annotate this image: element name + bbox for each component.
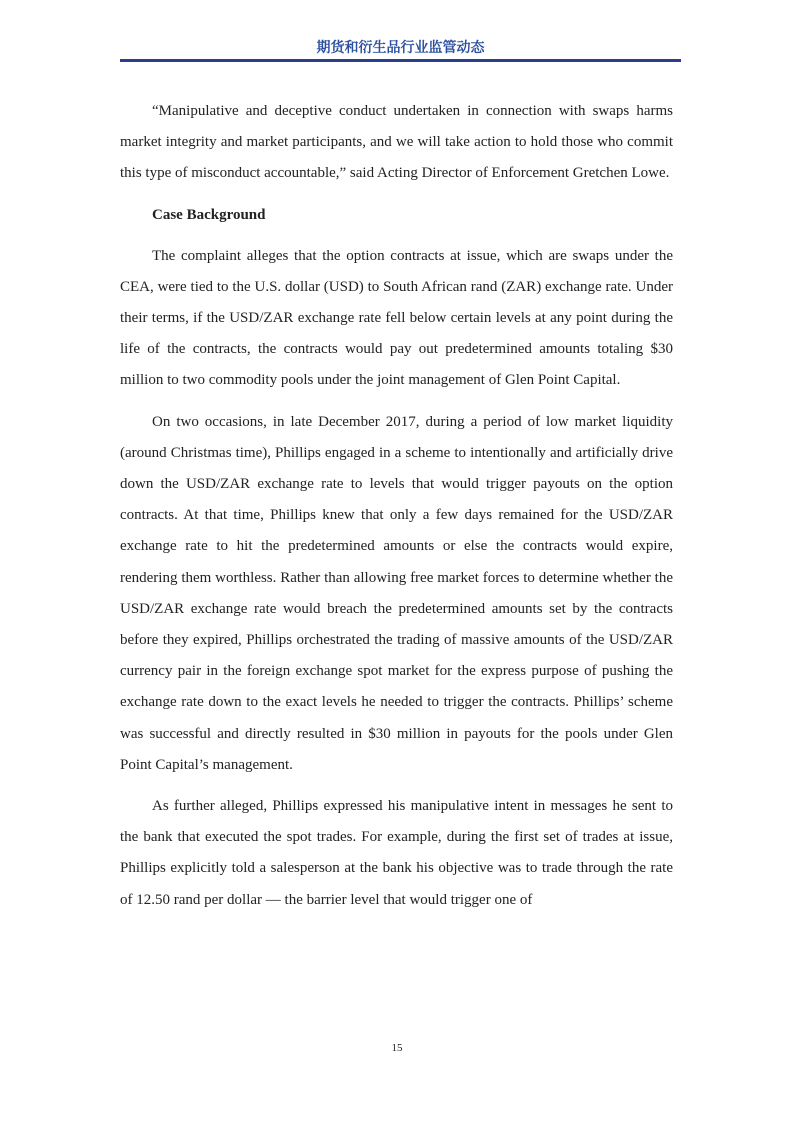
running-header: 期货和衍生品行业监管动态 — [316, 40, 485, 56]
document-body — [120, 96, 673, 926]
quote-paragraph: “Manipulative and deceptive conduct undertaken in connection with swaps harms market integrity and market participants, and we will take action to hold those who commit this type of misconduct accountable,” said Acting Director of Enforcement Gretchen Lowe. — [120, 103, 673, 182]
header-divider — [120, 59, 681, 62]
page-number: 15 — [391, 1042, 403, 1054]
intent-paragraph: As further alleged, Phillips expressed his manipulative intent in messages he sent to the bank that executed the spot trades. For example, during the first set of trades at issue, Phillips explicitly told a salesperson at the bank his objective was to trade through the rate of 12.50 rand per dollar — the barrier level that would trigger one of — [120, 798, 673, 908]
scheme-paragraph: On two occasions, in late December 2017, during a period of low market liquidity (around Christmas time), Phillips engaged in a scheme to intentionally and artificially drive down the USD/ZAR exchange rate to levels that would trigger payouts on the option contracts. At that time, Phillips knew that only a few days remained for the USD/ZAR exchange rate to hit the predetermined amounts or else the contracts would expire, rendering them worthless. Rather than allowing free market forces to determine whether the USD/ZAR exchange rate would breach the predetermined amounts set by the contracts before they expired, Phillips orchestrated the trading of massive amounts of the USD/ZAR currency pair in the foreign exchange spot market for the express purpose of pushing the exchange rate down to the exact levels he needed to trigger the contracts. Phillips’ scheme was successful and directly resulted in $30 million in payouts for the pools under Glen Point Capital’s management. — [120, 413, 673, 773]
section-heading: Case Background — [152, 206, 266, 223]
complaint-paragraph: The complaint alleges that the option contracts at issue, which are swaps under the CEA, were tied to the U.S. dollar (USD) to South African rand (ZAR) exchange rate. Under their terms, if the USD/ZAR exchange rate fell below certain levels at any point during the life of the contracts, the contracts would pay out predetermined amounts totaling $30 million to two commodity pools under the joint management of Glen Point Capital. — [120, 247, 673, 389]
